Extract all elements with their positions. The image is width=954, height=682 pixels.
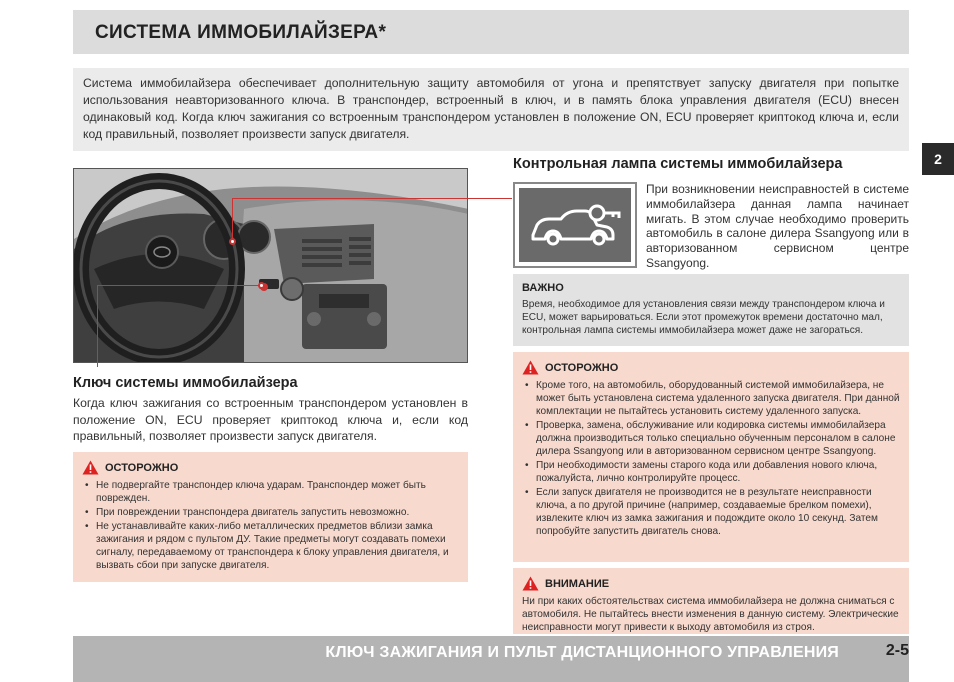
lamp-caution-box: [513, 352, 909, 562]
callout-line-lamp-vertical: [232, 198, 233, 242]
warning-triangle-icon: [522, 576, 539, 591]
lamp-heading: Контрольная лампа системы иммобилайзера: [513, 156, 843, 172]
key-caution-item: • Не подвергайте транспондер ключа ударам. Транспондер может быть поврежден.: [82, 479, 459, 505]
important-note-text: Время, необходимое для установления связи между транспондером ключа и ECU, может варьироваться. Если этот промежуток времени достаточно мал, контрольная лампа системы иммобилайзера может даже не загораться.: [522, 299, 885, 336]
key-caution-box: [73, 452, 468, 582]
attention-text: Ни при каких обстоятельствах система иммобилайзера не должна сниматься с автомобиля. Не пытайтесь внести изменения в данную систему. Электрические неисправности могут привести к выходу автомобиля из строя.: [522, 596, 899, 633]
key-heading: Ключ системы иммобилайзера: [73, 375, 298, 391]
page-title: СИСТЕМА ИММОБИЛАЙЗЕРА*: [95, 22, 387, 43]
lamp-caution-item: • При необходимости замены старого кода или добавления нового ключа, пожалуйста, лично контролируйте процесс.: [522, 459, 900, 485]
lamp-caution-item: • Если запуск двигателя не производится не в результате неисправности ключа, а по другой причине (например, создаваемые брелком помехи), извлеките ключ из замка зажигания и подождите около 10 секунд. Затем попробуйте запустить двигатель снова.: [522, 486, 900, 538]
title-bar: [73, 10, 909, 54]
warning-triangle-icon: [82, 460, 99, 475]
lamp-caution-item: • Кроме того, на автомобиль, оборудованный системой иммобилайзера, не может быть установлена система удаленного запуска двигателя. При данной комплектации не пытайтесь установить систему удаленного запуска.: [522, 379, 900, 418]
footer-section-title: КЛЮЧ ЗАЖИГАНИЯ И ПУЛЬТ ДИСТАНЦИОННОГО УПРАВЛЕНИЯ: [325, 644, 839, 661]
attention-header: [522, 576, 900, 591]
lamp-caution-list: [522, 379, 900, 538]
immobilizer-lamp-frame: [513, 182, 637, 268]
important-note-title: ВАЖНО: [522, 282, 564, 294]
callout-marker-key: [258, 282, 265, 289]
attention-title: ВНИМАНИЕ: [545, 577, 610, 590]
key-caution-list: [82, 479, 459, 572]
car-key-icon: [527, 201, 623, 249]
important-note-box: [513, 274, 909, 346]
lamp-caution-item: • Проверка, замена, обслуживание или кодировка системы иммобилайзера должна производиться только специально обученным персоналом в салоне дилера Ssangyong или в авторизованном сервисном центре Ssangyong.: [522, 419, 900, 458]
warning-triangle-icon: [522, 360, 539, 375]
intro-paragraph: Система иммобилайзера обеспечивает дополнительную защиту автомобиля от угона и препятствует запуску двигателя при попытке использования неавторизованного ключа. В транспондер, встроенный в ключ, и в память блока управления двигателя (ECU) внесен одинаковый код. Когда ключ зажигания со встроенным транспондером установлен в положение ON, ECU проверяет криптокод ключа и, если код правильный, позволяет произвести запуск двигателя.: [73, 68, 909, 151]
key-caution-item: • Не устанавливайте каких-либо металлических предметов вблизи замка зажигания и рядом с пультом ДУ. Такие предметы могут создавать помехи сигналу, передаваемому от транспондера к блоку управления двигателя, и вызвать сбои при запуске двигателя.: [82, 520, 459, 572]
callout-line-key-vertical: [97, 285, 98, 367]
key-description: Когда ключ зажигания со встроенным транспондером установлен в положение ON, ECU проверяет криптокод ключа и, если код правильный, позволяет произвести запуск двигателя.: [73, 396, 468, 443]
key-caution-header: [82, 460, 459, 475]
key-caution-item: • При повреждении транспондера двигатель запустить невозможно.: [82, 506, 459, 519]
page-number: 2-5: [885, 642, 909, 659]
callout-line-lamp: [232, 198, 512, 199]
key-caution-title: ОСТОРОЖНО: [105, 461, 179, 474]
attention-box: [513, 568, 909, 634]
callout-line-key: [97, 285, 262, 286]
lamp-caution-title: ОСТОРОЖНО: [545, 361, 619, 374]
chapter-tab[interactable]: 2: [922, 143, 954, 175]
footer-bar: [73, 636, 909, 682]
lamp-caution-header: [522, 360, 900, 375]
callout-marker-lamp: [229, 238, 236, 245]
lamp-description: При возникновении неисправностей в системе иммобилайзера данная лампа начинает мигать. В этом случае необходимо проверить автомобиль в салоне дилера Ssangyong или в авторизованном сервисном центре Ssangyong.: [646, 182, 909, 270]
